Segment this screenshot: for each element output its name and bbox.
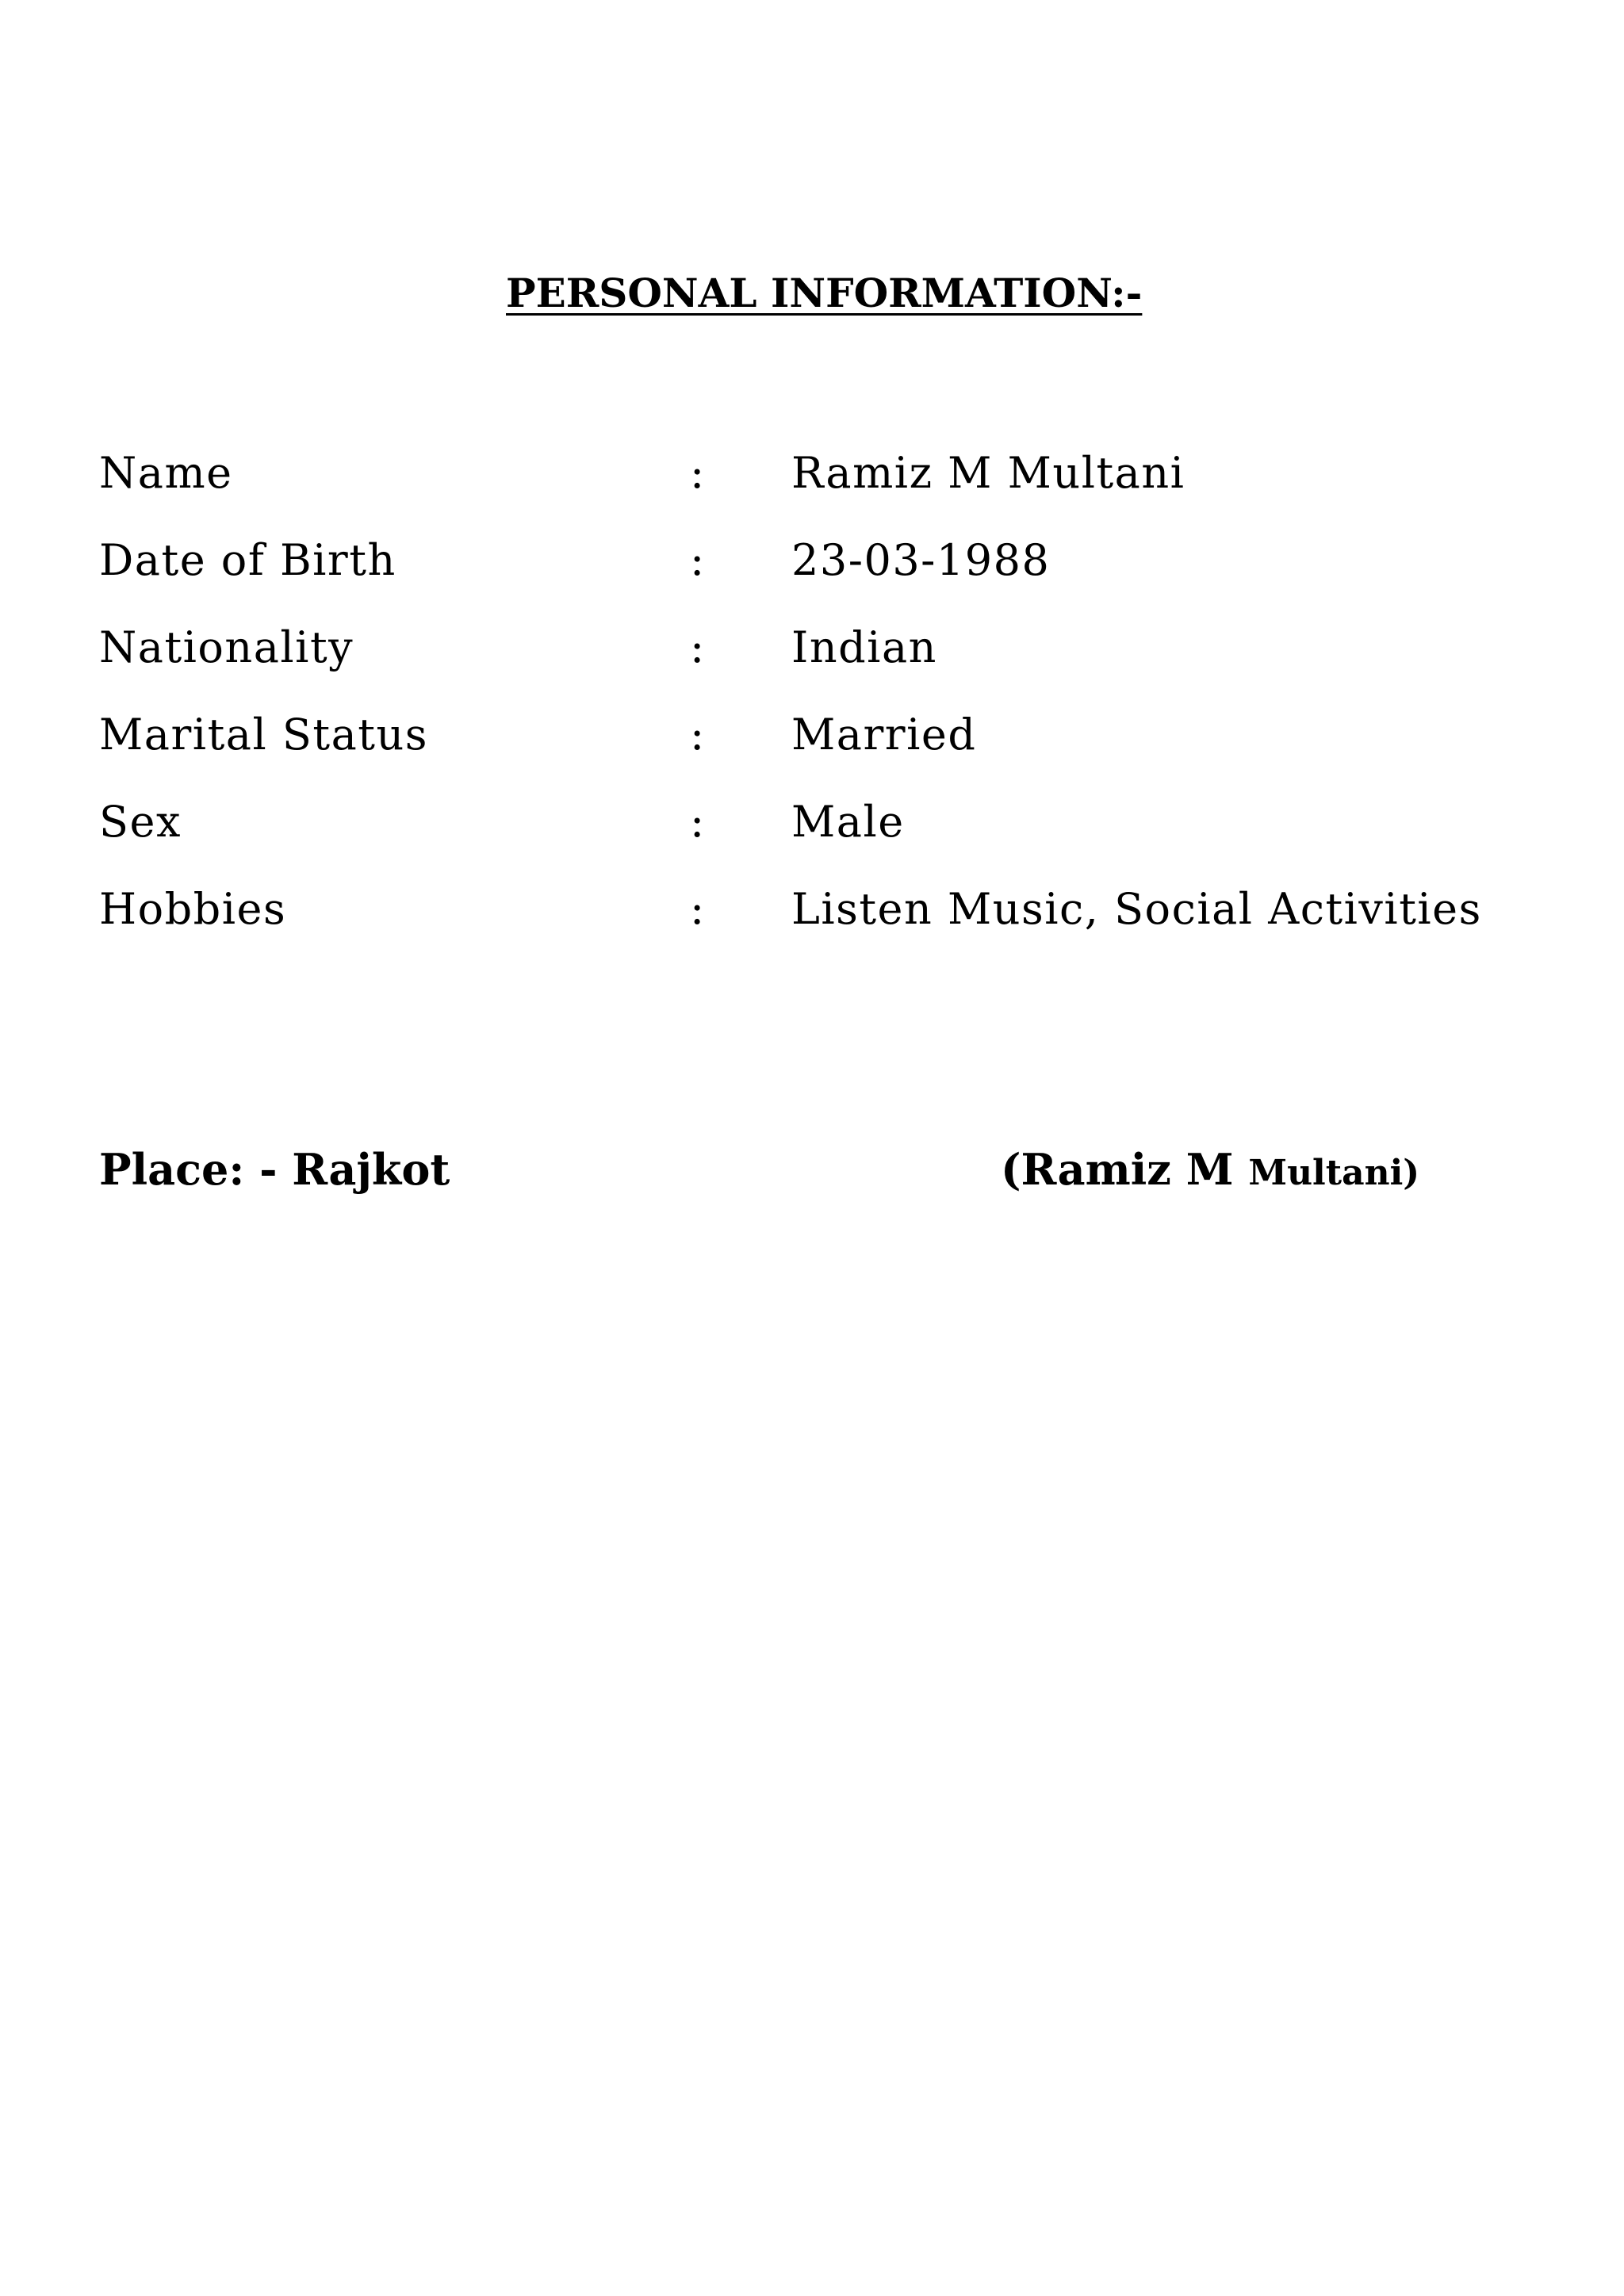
field-label: Name — [99, 448, 233, 498]
field-label: Sex — [99, 797, 182, 847]
info-row-sex — [99, 794, 1526, 882]
info-row-nationality — [99, 620, 1526, 707]
field-separator: : — [690, 535, 706, 585]
field-value: 23-03-1988 — [791, 535, 1051, 585]
field-separator: : — [690, 622, 706, 672]
section-heading: PERSONAL INFORMATION:- — [506, 270, 1143, 316]
field-separator: : — [690, 797, 706, 847]
field-separator: : — [690, 884, 706, 934]
field-value: Indian — [791, 622, 937, 672]
field-label: Marital Status — [99, 710, 428, 760]
signature-name-part: (Ramiz M — [1001, 1144, 1249, 1195]
field-separator: : — [690, 710, 706, 760]
place-line: Place: - Rajkot — [99, 1144, 450, 1195]
field-label: Date of Birth — [99, 535, 396, 585]
info-row-name — [99, 446, 1526, 533]
field-separator: : — [690, 448, 706, 498]
personal-info-table — [99, 446, 1526, 969]
field-value: Male — [791, 797, 905, 847]
field-value: Listen Music, Social Activities — [791, 884, 1482, 934]
info-row-marital-status — [99, 707, 1526, 794]
field-label: Hobbies — [99, 884, 287, 934]
signature-name-part: Multani) — [1248, 1153, 1420, 1193]
field-value: Ramiz M Multani — [791, 448, 1185, 498]
field-label: Nationality — [99, 622, 354, 672]
field-value: Married — [791, 710, 977, 760]
info-row-hobbies — [99, 882, 1526, 969]
info-row-date-of-birth — [99, 533, 1526, 620]
signature-name — [1001, 1142, 1419, 1208]
